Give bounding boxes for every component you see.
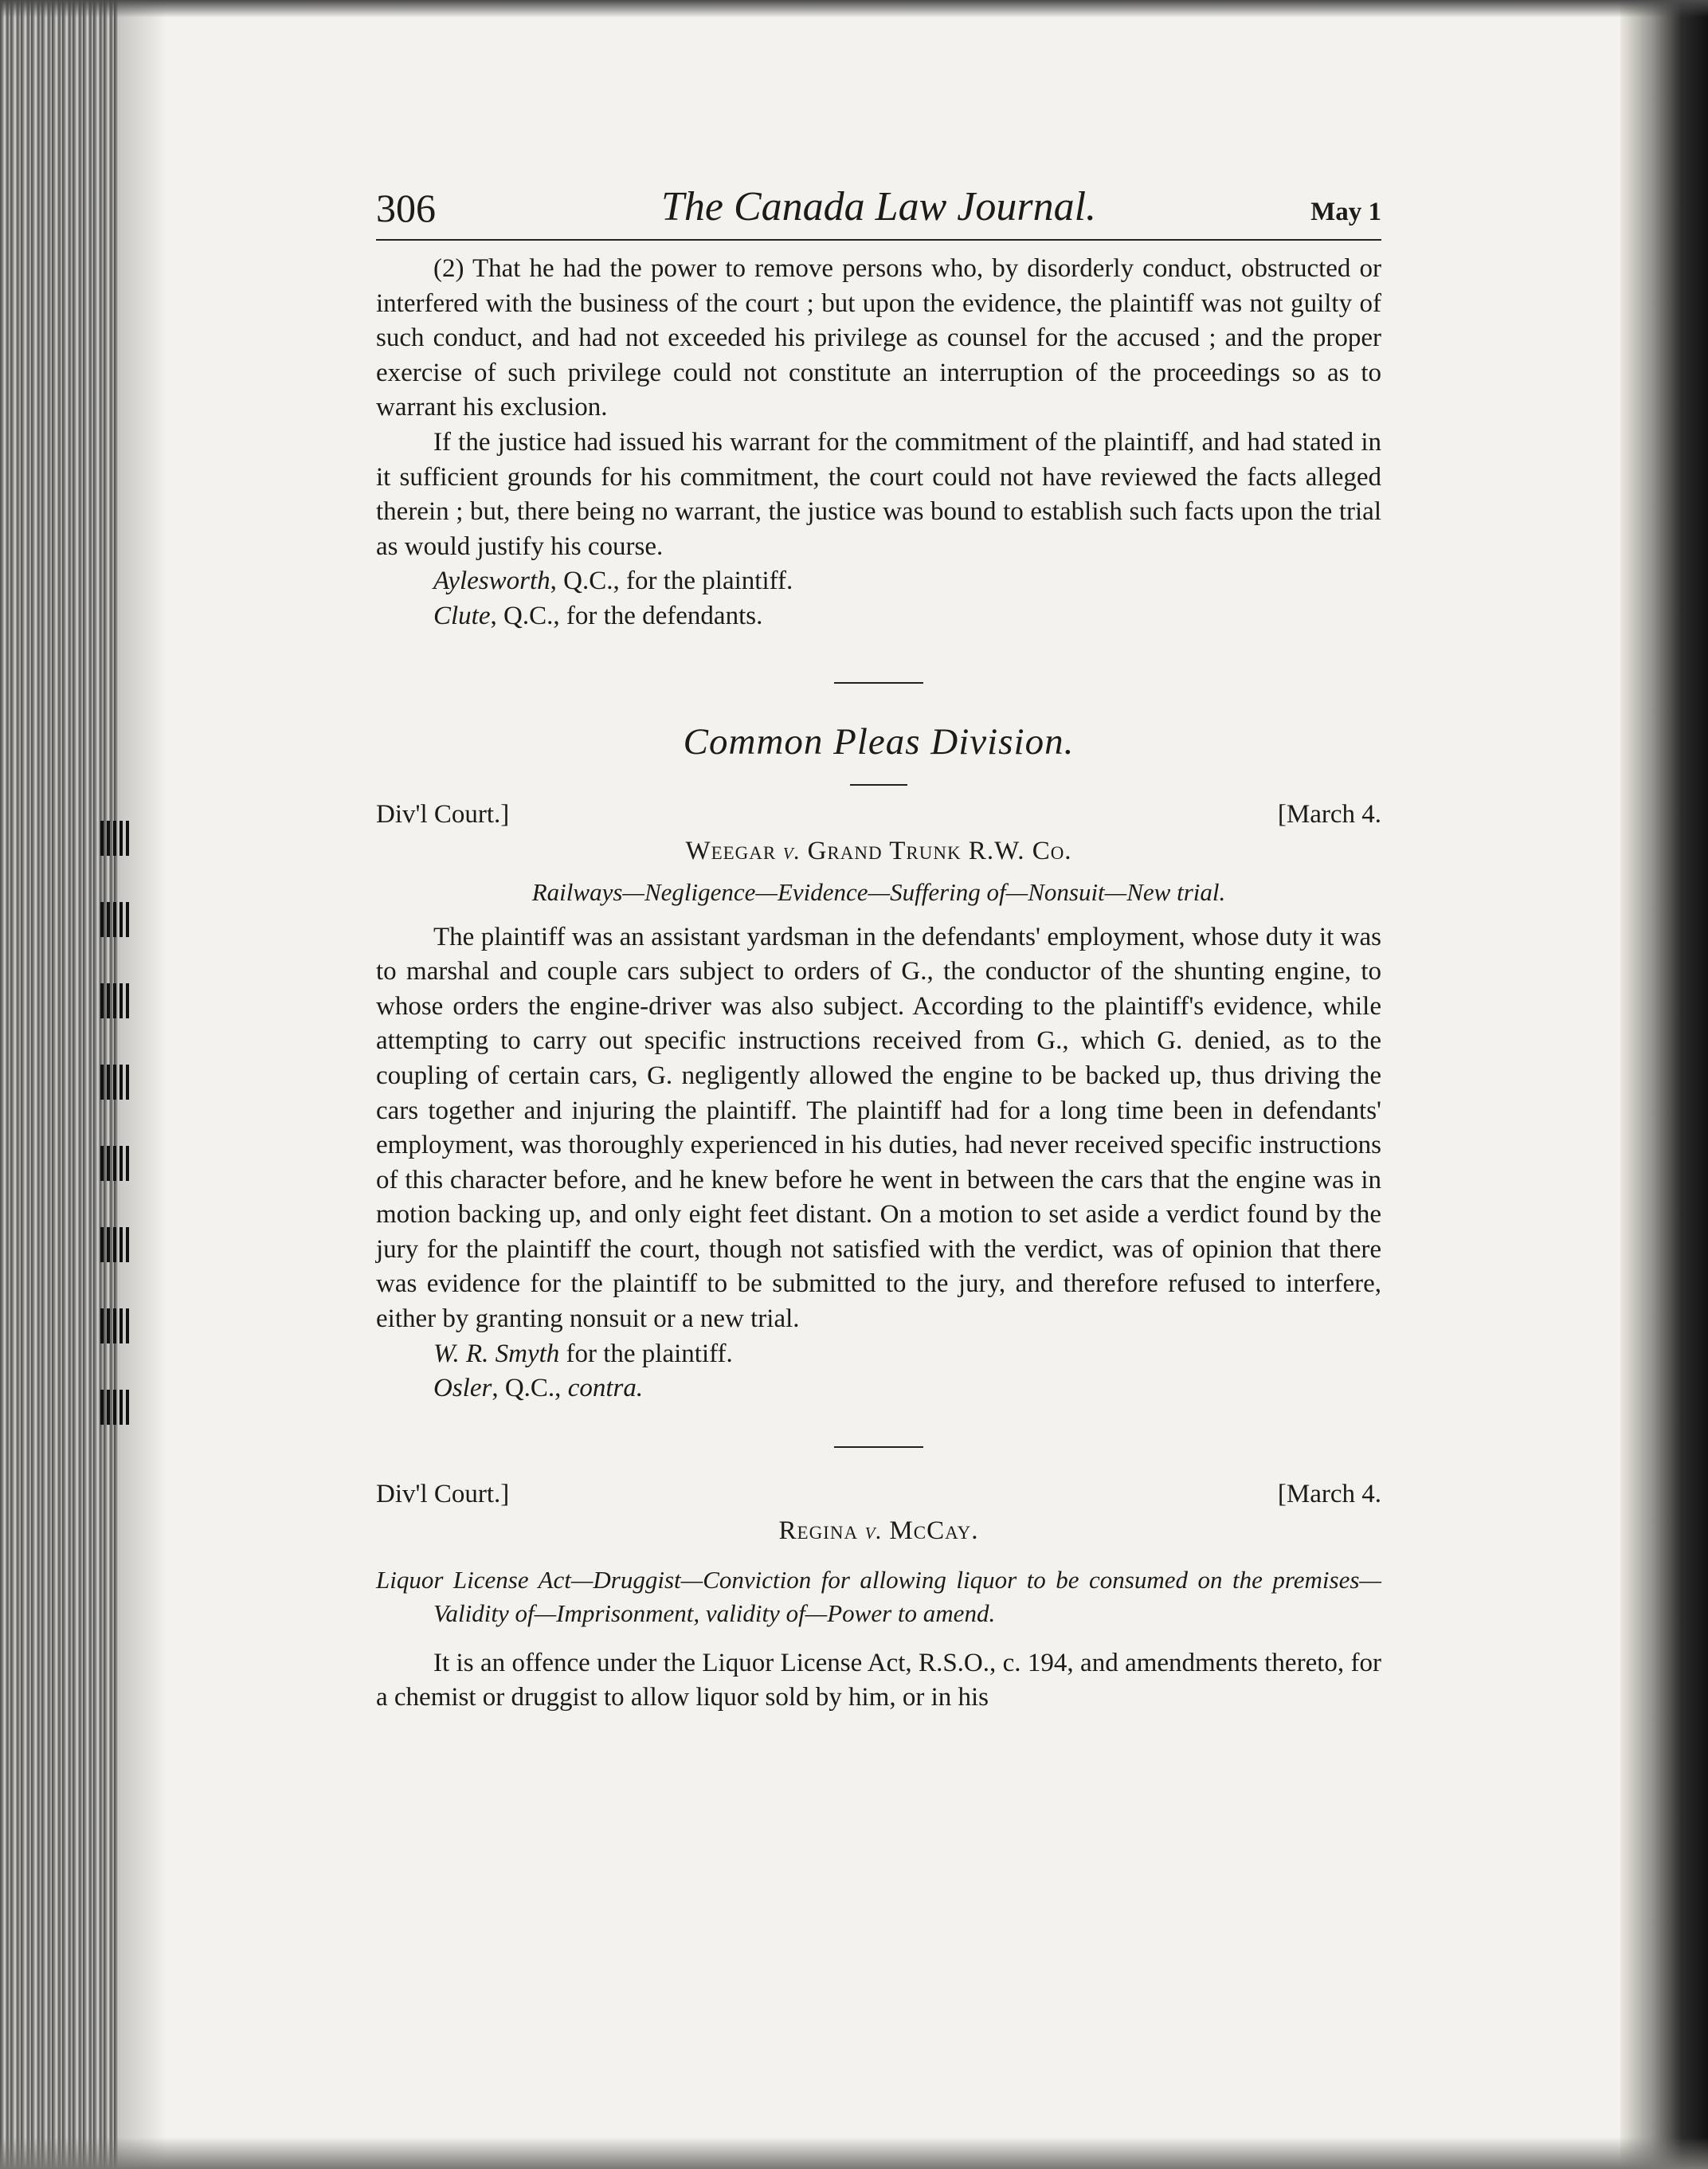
journal-title: The Canada Law Journal. [660,184,1097,229]
case-date: [March 4. [1277,1479,1381,1508]
case-paragraph: The plaintiff was an assistant yardsman in the defendants' employment, whose duty it was to marshal and couple cars subject to orders of G., the conductor of the shunting engine, to whose orders the engine-driver was also subject. According to the plaintiff's evidence, while attempting to carry out specific instructions received from G., which G. denied, as to the coupling of certain cars, G. negligently allowed the engine to be backed up, thus driving the cars together and injuring the plaintiff. The plaintiff had for a long time been in defendants' employment, was thoroughly experienced in his duties, had never received specific instructions of this character before, and he knew before he went in between the cars that the engine was in motion backing up, and only eight feet distant. On a motion to set aside a verdict found by the jury for the plaintiff the court, though not satisfied with the verdict, was of opinion that there was evidence for the plaintiff to be submitted to the jury, and therefore refused to interfere, either by granting nonsuit or a new trial. [376,922,1381,1334]
issue-date: May 1 [1310,198,1381,226]
binding-mark [100,983,132,1018]
case-paragraph: It is an offence under the Liquor License Act, R.S.O., c. 194, and amendments thereto, for a chemist or druggist to allow liquor sold by him, or in his [376,1648,1381,1712]
counsel-line [376,1337,1381,1372]
case-party: Weegar [685,836,777,865]
case-party: Grand Trunk R.W. Co. [807,836,1072,865]
counsel-role: , Q.C., [492,1374,568,1403]
page-number: 306 [376,186,436,230]
page-bottom-edge [0,2137,1708,2169]
binding-mark [100,1308,132,1343]
case-title [376,837,1381,866]
court-date-line [376,800,1381,837]
binding-mark [100,1065,132,1100]
case-title [376,1516,1381,1546]
prev-case-paragraph: If the justice had issued his warrant for the commitment of the plaintiff, and had stated in it sufficient grounds for his commitment, the court could not have reviewed the facts alleged therein ; but, there being no warrant, the justice was bound to establish such facts upon the trial as would justify his course. [376,427,1381,561]
prev-case-paragraph: (2) That he had the power to remove persons who, by disorderly conduct, obstructed or interfered with the business of the court ; but upon the evidence, the plaintiff was not guilty of such conduct, and had not exceeded his privilege as counsel for the accused ; and the proper exercise of such privilege could not constitute an interruption of the proceedings so as to warrant his exclusion. [376,254,1381,422]
court-date-line [376,1480,1381,1516]
case-date: [March 4. [1277,799,1381,829]
counsel-line [376,599,1381,634]
binding-mark [100,902,132,937]
binding-mark [100,1390,132,1425]
running-head [376,183,1381,241]
counsel-role: , Q.C., for the defendants. [490,601,763,630]
court-label: Div'l Court.] [376,799,510,829]
counsel-line [376,1371,1381,1406]
page-right-edge [1620,0,1708,2169]
counsel-name: Clute [433,601,491,630]
page-top-edge [0,0,1708,18]
binding-marks [100,821,132,1471]
counsel-name: Aylesworth [433,567,550,596]
counsel-name: W. R. Smyth [433,1339,560,1368]
counsel-contra: contra. [567,1374,644,1403]
case-party: Regina [778,1516,859,1545]
counsel-role: for the plaintiff. [559,1339,733,1368]
journal-page [376,183,1381,1716]
binding-mark [100,1146,132,1181]
counsel-role: , Q.C., for the plaintiff. [550,567,793,596]
court-label: Div'l Court.] [376,1479,510,1508]
case-party: McCay. [889,1516,979,1545]
binding-mark [100,821,132,856]
binding-mark [100,1227,132,1262]
case-subject: Railways—Negligence—Evidence—Suffering of—Nonsuit—New trial. [531,877,1226,906]
versus: v. [782,837,801,865]
case-subject: Liquor License Act—Druggist—Conviction for allowing liquor to be consumed on the premises—Validity of—Imprisonment, validity of—Power to amend. [376,1565,1381,1627]
versus: v. [864,1517,883,1544]
counsel-line [376,564,1381,599]
division-heading: Common Pleas Division. [683,720,1075,763]
counsel-name: Osler [433,1374,492,1403]
